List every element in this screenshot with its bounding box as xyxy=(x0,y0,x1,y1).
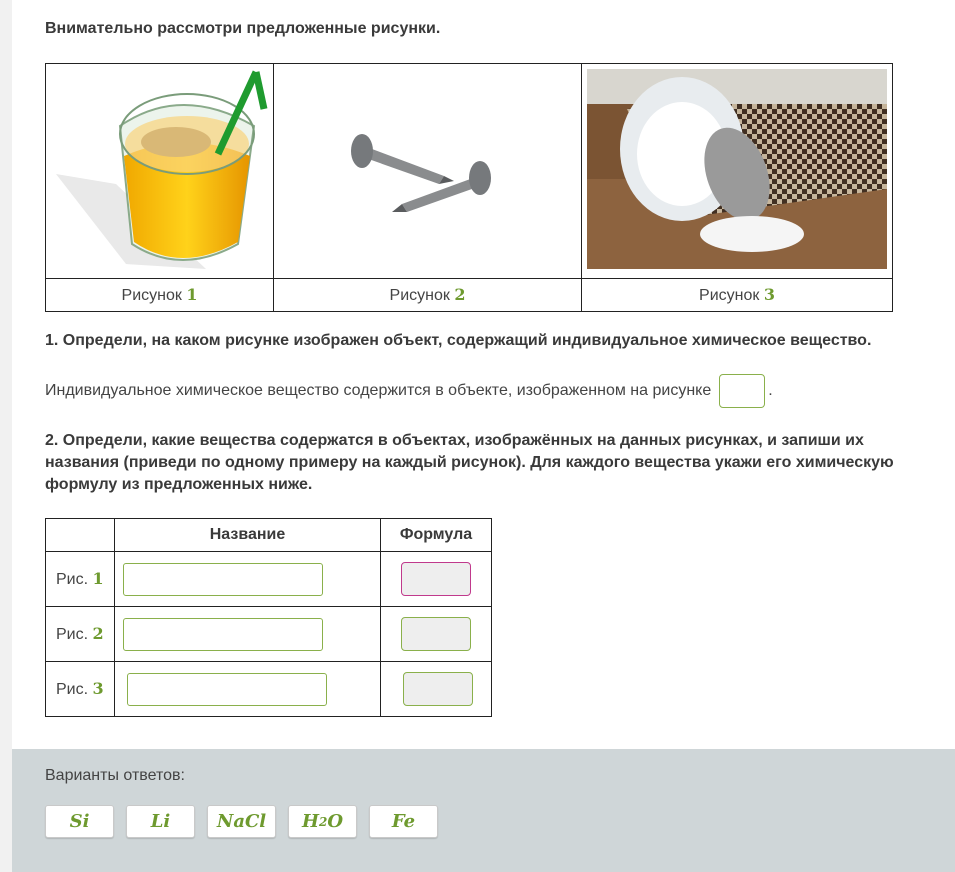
row-label xyxy=(46,552,115,607)
row-label-text: Рис. xyxy=(56,626,89,643)
name-cell xyxy=(115,662,381,717)
name-input-2[interactable] xyxy=(123,618,323,651)
nails-icon xyxy=(274,64,581,273)
options-title: Варианты ответов: xyxy=(45,767,185,784)
caption-number: 3 xyxy=(763,285,775,304)
name-cell xyxy=(115,552,381,607)
caption-2 xyxy=(274,279,582,312)
page xyxy=(12,0,955,872)
formula-drop-1[interactable] xyxy=(401,562,471,596)
answer-table xyxy=(45,518,492,717)
row-number: 3 xyxy=(92,679,104,698)
row-number: 2 xyxy=(92,624,104,643)
picture-2 xyxy=(274,64,582,279)
row-label-text: Рис. xyxy=(56,571,89,588)
h2o-o: O xyxy=(327,811,344,832)
row-label xyxy=(46,607,115,662)
intro-text: Внимательно рассмотри предложенные рисунки. xyxy=(45,20,441,37)
table-row xyxy=(46,552,492,607)
row-label xyxy=(46,662,115,717)
caption-label: Рисунок xyxy=(389,287,450,304)
picture-1 xyxy=(46,64,274,279)
caption-number: 2 xyxy=(454,285,466,304)
juice-glass-icon xyxy=(46,64,273,273)
task2-question: 2. Определи, какие вещества содержатся в объектах, изображённых на данных рисунках, и запиши их названия (приведи по одному примеру на каждый рисунок). Для каждого вещества укажи его химическую формулу из предложенных ниже. xyxy=(45,432,894,493)
row-number: 1 xyxy=(92,569,104,588)
option-chip-si[interactable]: Si xyxy=(45,805,114,838)
table-row xyxy=(46,662,492,717)
header-name: Название xyxy=(115,519,381,552)
formula-cell xyxy=(381,552,492,607)
header-formula: Формула xyxy=(381,519,492,552)
caption-label: Рисунок xyxy=(121,287,182,304)
option-chip-h2o[interactable] xyxy=(288,805,357,838)
formula-cell xyxy=(381,607,492,662)
answer-options-panel xyxy=(12,749,955,872)
header-empty xyxy=(46,519,115,552)
picture-3 xyxy=(582,64,893,279)
task1-answer-text: Индивидуальное химическое вещество содержится в объекте, изображенном на рисунке xyxy=(45,382,712,399)
option-chip-nacl[interactable]: NaCl xyxy=(207,805,276,838)
caption-number: 1 xyxy=(186,285,198,304)
task1-period: . xyxy=(768,382,773,399)
task1-question: 1. Определи, на каком рисунке изображен объект, содержащий индивидуальное химическое вещество. xyxy=(45,332,872,349)
task1-drop-field[interactable] xyxy=(719,374,765,408)
h2o-subscript: 2 xyxy=(318,814,328,829)
pictures-table xyxy=(45,63,893,312)
formula-drop-3[interactable] xyxy=(403,672,473,706)
formula-drop-2[interactable] xyxy=(401,617,471,651)
option-chip-li[interactable]: Li xyxy=(126,805,195,838)
name-input-1[interactable] xyxy=(123,563,323,596)
h2o-h: H xyxy=(301,811,319,832)
name-cell xyxy=(115,607,381,662)
salt-shaker-photo xyxy=(587,69,887,269)
formula-cell xyxy=(381,662,492,717)
row-label-text: Рис. xyxy=(56,681,89,698)
task1-answer-line xyxy=(45,374,773,408)
caption-3 xyxy=(582,279,893,312)
table-row xyxy=(46,607,492,662)
caption-label: Рисунок xyxy=(699,287,760,304)
option-chip-fe[interactable]: Fe xyxy=(369,805,438,838)
name-input-3[interactable] xyxy=(127,673,327,706)
caption-1 xyxy=(46,279,274,312)
